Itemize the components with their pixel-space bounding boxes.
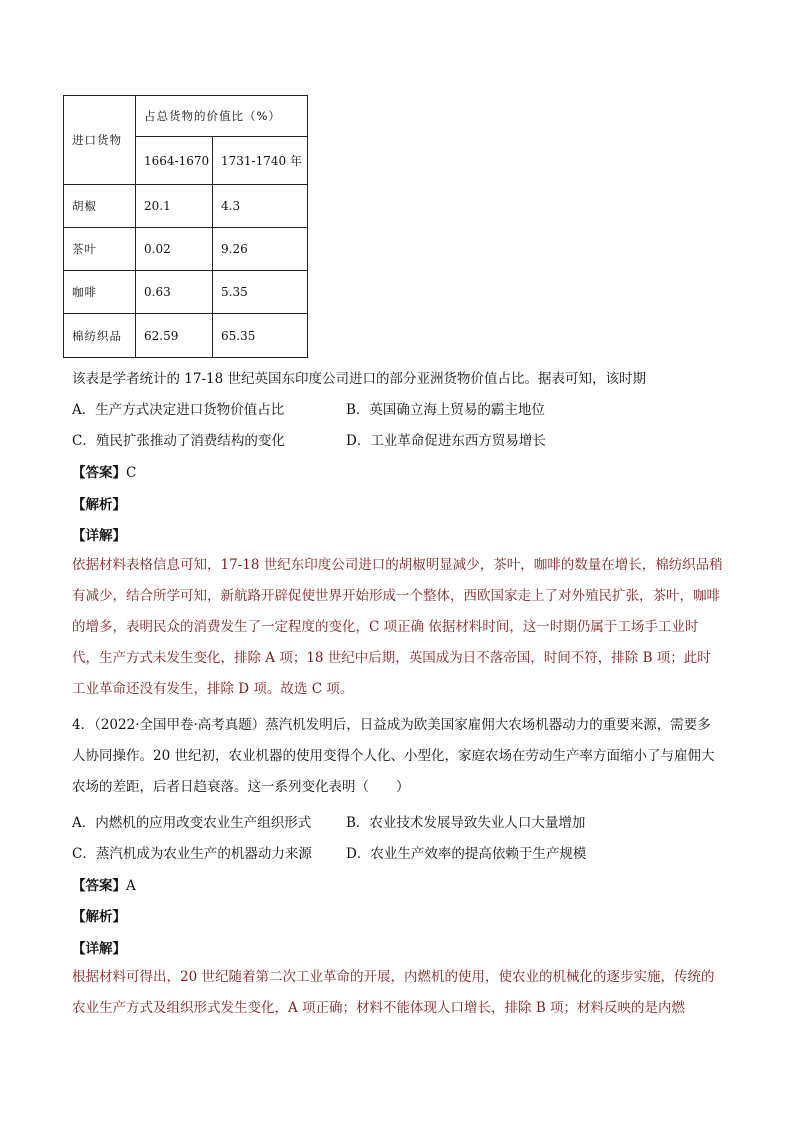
table-cell-value: 20.1 (136, 185, 213, 228)
table-cell-value: 0.02 (136, 228, 213, 271)
table-cell-value: 62.59 (136, 314, 213, 358)
q3-option-a: A．生产方式决定进口货物价值占比 (72, 402, 285, 418)
table-col-header-2: 1731-1740 年 (213, 137, 308, 185)
table-cell-name: 茶叶 (64, 228, 136, 271)
table-row (64, 228, 308, 271)
q4-option-d: D．农业生产效率的提高依赖于生产规模 (346, 846, 587, 862)
answer-label: 【答案】 (72, 878, 126, 894)
table-cell-name: 咖啡 (64, 271, 136, 314)
table-row (64, 185, 308, 228)
table-col-header-1: 1664-1670 (136, 137, 213, 185)
q4-answer (72, 874, 136, 894)
table-cell-name: 胡椒 (64, 185, 136, 228)
answer-value: C (126, 465, 137, 481)
q3-detail-text: 依据材料表格信息可知，17-18 世纪东印度公司进口的胡椒明显减少，茶叶，咖啡的数量在增长，棉纺织品稍有减少，结合所学可知，新航路开辟促使世界开始形成一个整体，西欧国家走上了对外殖民扩张，茶叶，咖啡的增多，表明民众的消费发生了一定程度的变化，C 项正确 依据材料时间，这一时期仍属于工场手工业时代，生产方式未发生变化，排除 A 项；18 世纪中后期，英国成为日不落帝国，时间不符，排除 B 项；此时工业革命还没有发生，排除 D 项。故选 C 项。 (72, 557, 723, 697)
q4-option-b: B．农业技术发展导致失业人口大量增加 (346, 815, 586, 831)
answer-label: 【答案】 (72, 465, 126, 481)
table-cell-name: 棉纺织品 (64, 314, 136, 358)
table-row (64, 271, 308, 314)
q4-detail-text: 根据材料可得出，20 世纪随着第二次工业革命的开展，内燃机的使用，使农业的机械化的逐步实施，传统的农业生产方式及组织形式发生变化，A 项正确；材料不能体现人口增长，排除 B 项；材料反映的是内燃 (72, 969, 715, 1016)
table-cell-value: 65.35 (213, 314, 308, 358)
table-cell-value: 4.3 (213, 185, 308, 228)
q3-option-b: B．英国确立海上贸易的霸主地位 (346, 402, 545, 418)
data-table (63, 95, 308, 358)
q4-option-a: A．内燃机的应用改变农业生产组织形式 (72, 815, 312, 831)
table-group-header: 占总货物的价值比（%） (136, 96, 308, 137)
q3-option-c: C．殖民扩张推动了消费结构的变化 (72, 433, 285, 449)
q3-option-d: D．工业革命促进东西方贸易增长 (346, 433, 546, 449)
q3-stem: 该表是学者统计的 17-18 世纪英国东印度公司进口的部分亚洲货物价值占比。据表可知，该时期 (72, 371, 646, 387)
table-cell-value: 0.63 (136, 271, 213, 314)
table-cell-value: 9.26 (213, 228, 308, 271)
table-row-header: 进口货物 (64, 96, 136, 185)
q4-stem: 4．（2022·全国甲卷·高考真题）蒸汽机发明后，日益成为欧美国家雇佣大农场机器动力的重要来源，需要多人协同操作。20 世纪初，农业机器的使用变得个人化、小型化，家庭农场在劳动生产率方面缩小了与雇佣大农场的差距，后者日趋衰落。这一系列变化表明（ ） (72, 717, 715, 795)
q4-option-c: C．蒸汽机成为农业生产的机器动力来源 (72, 846, 312, 862)
q3-detail-label: 【详解】 (72, 528, 126, 544)
answer-value: A (126, 878, 136, 894)
q3-analysis-label: 【解析】 (72, 497, 126, 513)
q3-answer (72, 461, 136, 481)
table-cell-value: 5.35 (213, 271, 308, 314)
q4-detail-label: 【详解】 (72, 941, 126, 957)
table-row (64, 314, 308, 358)
q4-analysis-label: 【解析】 (72, 909, 126, 925)
